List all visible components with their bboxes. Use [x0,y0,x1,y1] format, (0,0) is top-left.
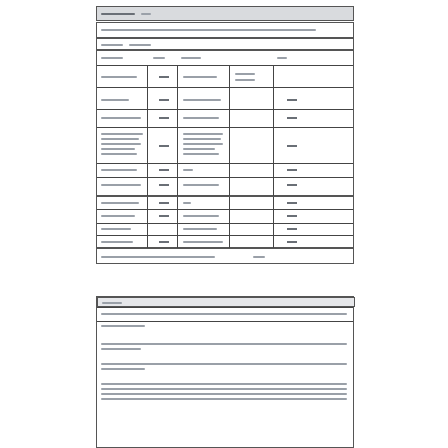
lower-section [96,296,354,448]
table-cell [159,215,169,217]
table-row-line [101,138,139,140]
section-paragraph [101,313,347,315]
table-cell [183,133,223,135]
table-row [101,117,141,119]
table-row [101,215,135,217]
header-subtitle-text [141,13,151,15]
field-value [129,44,151,46]
table-row [101,99,129,101]
section-paragraph-line [101,398,347,400]
section-paragraph [101,343,347,345]
table-row-line [101,148,135,150]
table-cell-line [183,153,219,155]
footer-value [253,256,265,258]
table-cell-line [183,138,221,140]
header-title-text [101,13,135,15]
field-row [96,38,354,50]
document-header [96,6,354,21]
table-cell [287,184,297,186]
table-cell [183,99,221,101]
table-cell [159,241,169,243]
table-cell [287,145,297,147]
section-paragraph-line [101,348,141,350]
table-block-1 [96,50,354,196]
table-row [101,76,137,78]
field-label [101,44,123,46]
table-cell [287,99,297,101]
col-header-2 [153,57,165,59]
col-header-1 [101,57,123,59]
table-cell [159,117,169,119]
table-row [101,241,133,243]
table-block-2 [96,196,354,248]
table-row-line [101,153,137,155]
table-cell [183,169,193,171]
section-heading [97,297,355,307]
table-cell [159,184,169,186]
table-cell [159,202,169,204]
table-cell [183,184,219,186]
document-page [96,0,354,448]
table-cell-line [183,143,223,145]
table-cell [159,76,169,78]
table-row [101,228,131,230]
table-cell [159,169,169,171]
table-cell [159,145,169,147]
table-cell [183,215,219,217]
note-row [96,22,354,38]
section-paragraph-line [101,388,347,390]
table-cell [287,117,297,119]
table-cell-line [183,148,215,150]
table-cell [287,228,297,230]
table-cell [183,117,219,119]
table-row [101,202,139,204]
table-cell [183,228,217,230]
table-cell [183,76,217,78]
table-cell [159,99,169,101]
table-cell [287,169,297,171]
section-heading-text [102,302,122,304]
table-footer-row [96,248,354,264]
table-row-line [101,143,141,145]
table-cell [183,202,191,204]
table-cell [183,241,223,243]
footer-text [101,256,215,258]
table-cell [235,73,255,75]
section-paragraph-line [101,368,145,370]
col-header-4 [277,57,287,59]
note-text [101,29,316,31]
table-cell [287,241,297,243]
table-row [101,133,143,135]
col-header-3 [181,57,201,59]
section-paragraph [101,383,347,385]
table-row [101,169,137,171]
section-paragraph-line [101,393,347,395]
table-row [101,184,141,186]
table-cell [235,79,255,81]
table-cell [287,215,297,217]
section-subheading [101,325,145,327]
section-paragraph [101,363,347,365]
table-cell [287,202,297,204]
